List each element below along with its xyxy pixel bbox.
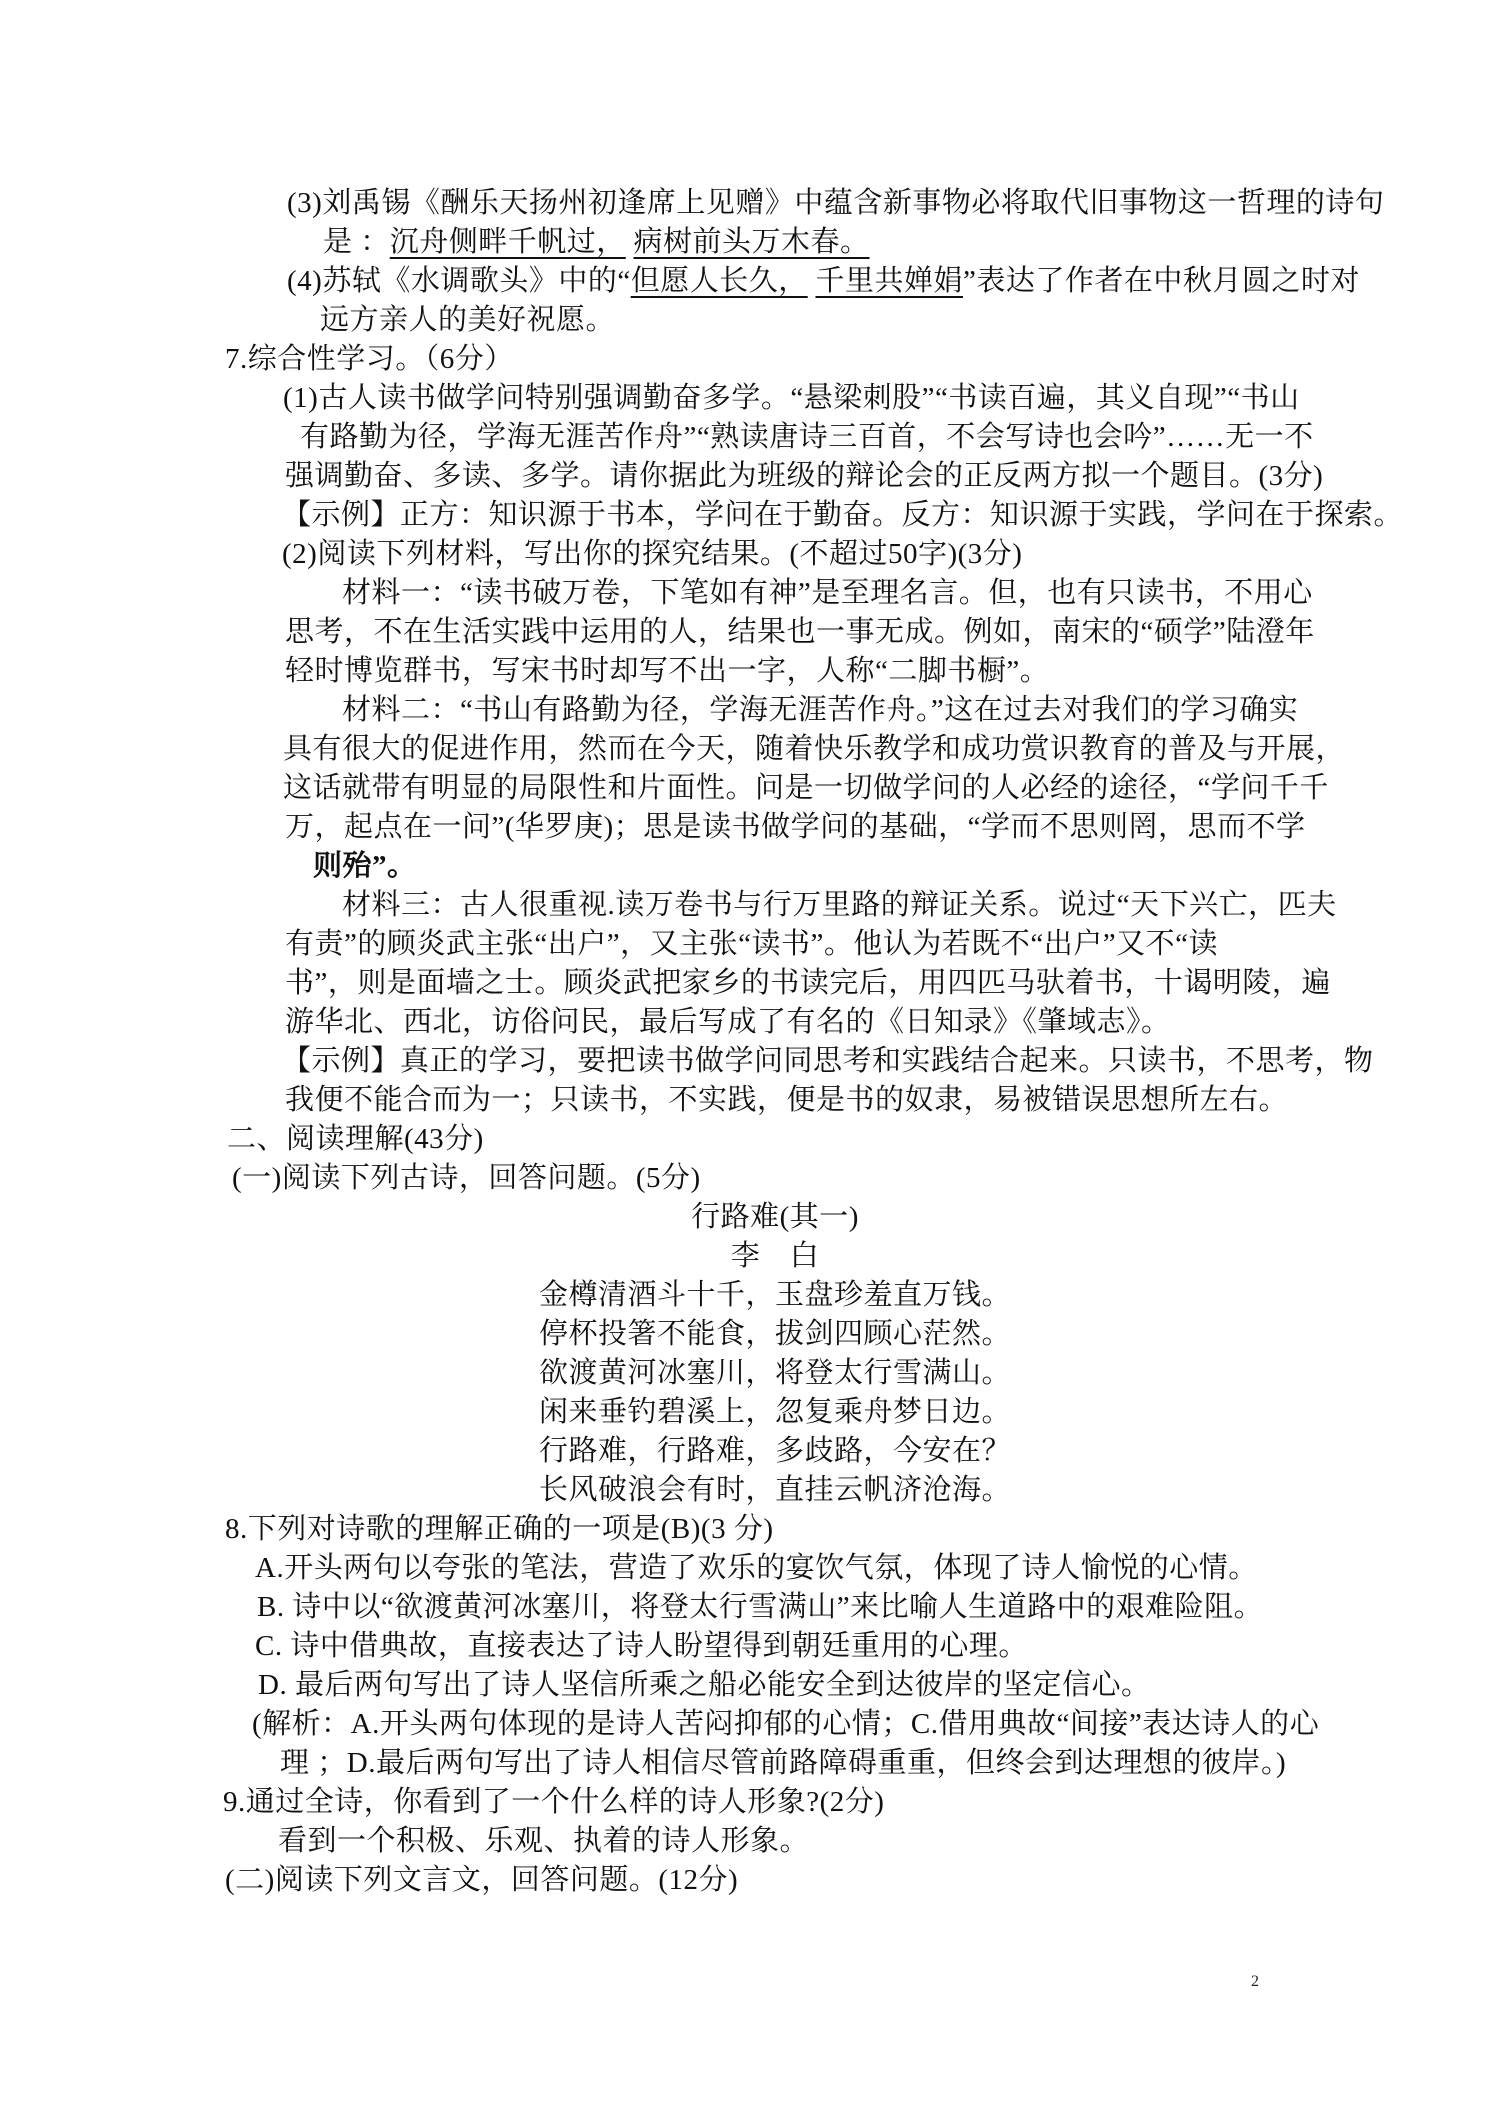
text-segment: 则殆”。 — [313, 850, 417, 882]
text-line — [225, 1393, 1325, 1432]
text-segment: (2)阅读下列材料，写出你的探究结果。(不超过50字)(3分) — [282, 538, 1023, 570]
underlined-answer-text: 但愿人长久， — [630, 265, 808, 297]
text-line — [282, 496, 1403, 535]
text-segment: 9.通过全诗，你看到了一个什么样的诗人形象?(2分) — [223, 1786, 885, 1818]
text-line — [283, 379, 1300, 418]
text-segment: 思考，不在生活实践中运用的人，结果也一事无成。例如，南宋的“硕学”陆澄年 — [285, 616, 1315, 648]
text-line — [285, 925, 1218, 964]
text-segment: 有路勤为径，学海无涯苦作舟”“熟读唐诗三百首，不会写诗也会吟”……无一不 — [300, 421, 1314, 453]
underlined-answer-text: 千里共婵娟 — [815, 265, 963, 297]
text-line — [257, 1588, 1263, 1627]
text-line — [225, 1432, 1325, 1471]
text-segment: 我便不能合而为一；只读书，不实践，便是书的奴隶，易被错误思想所左右。 — [285, 1084, 1289, 1116]
text-segment: 万，起点在一问”(华罗庚)；思是读书做学问的基础，“学而不思则罔，思而不学 — [285, 811, 1306, 843]
text-segment: 金樽清酒斗十千，玉盘珍羞直万钱。 — [538, 1279, 1011, 1311]
text-line — [342, 691, 1298, 730]
text-line — [225, 1198, 1325, 1237]
text-line — [278, 1822, 809, 1861]
text-segment: 行路难(其一) — [691, 1201, 859, 1233]
text-segment: D. 最后两句写出了诗人坚信所乘之船必能安全到达彼岸的坚定信心。 — [258, 1669, 1151, 1701]
text-line — [283, 730, 1345, 769]
text-segment: 具有很大的促进作用，然而在今天，随着快乐教学和成功赏识教育的普及与开展， — [283, 733, 1346, 765]
text-line — [225, 1237, 1325, 1276]
text-segment: 停杯投箸不能食，拔剑四顾心茫然。 — [538, 1318, 1011, 1350]
text-line — [232, 1159, 701, 1198]
text-segment: 8.下列对诗歌的理解正确的一项是(B)(3 分) — [225, 1513, 774, 1545]
text-segment: (4)苏轼《水调歌头》中的“ — [287, 265, 631, 297]
text-segment: (3)刘禹锡《酬乐天扬州初逢席上见赠》中蕴含新事物必将取代旧事物这一哲理的诗句 — [287, 187, 1385, 219]
text-segment: 这话就带有明显的局限性和片面性。问是一切做学问的人必经的途径，“学问千千 — [283, 772, 1329, 804]
text-segment: B. 诗中以“欲渡黄河冰塞川，将登太行雪满山”来比喻人生道路中的艰难险阻。 — [257, 1591, 1264, 1623]
text-segment: A.开头两句以夸张的笔法，营造了欢乐的宴饮气氛，体现了诗人愉悦的心情。 — [255, 1552, 1258, 1584]
text-line — [225, 1510, 773, 1549]
text-segment: 强调勤奋、多读、多学。请你据此为班级的辩论会的正反两方拟一个题目。(3分) — [285, 460, 1324, 492]
text-line — [225, 1315, 1325, 1354]
text-line — [255, 1627, 1028, 1666]
text-line — [285, 652, 1049, 691]
text-line — [282, 1042, 1374, 1081]
text-segment: (解析：A.开头两句体现的是诗人苦闷抑郁的心情；C.借用典故“间接”表达诗人的心 — [252, 1708, 1320, 1740]
text-line — [255, 1549, 1258, 1588]
text-segment: (1)古人读书做学问特别强调勤奋多学。“悬梁刺股”“书读百遍，其义自现”“书山 — [283, 382, 1300, 414]
text-line — [285, 1003, 1171, 1042]
text-segment: 轻时博览群书，写宋书时却写不出一字，人称“二脚书橱”。 — [285, 655, 1050, 687]
text-line — [342, 574, 1313, 613]
text-line — [258, 1666, 1150, 1705]
text-segment: 欲渡黄河冰塞川，将登太行雪满山。 — [538, 1357, 1011, 1389]
text-line — [285, 457, 1323, 496]
text-segment: 书”，则是面墙之士。顾炎武把家乡的书读完后，用四匹马驮着书，十谒明陵，遍 — [285, 967, 1331, 999]
text-segment: 材料二：“书山有路勤为径，学海无涯苦作舟。”这在过去对我们的学习确实 — [342, 694, 1299, 726]
text-line — [285, 808, 1306, 847]
text-line — [287, 262, 1360, 301]
text-line — [313, 847, 417, 886]
text-segment: 【示例】正方：知识源于书本，学问在于勤奋。反方：知识源于实践，学问在于探索。 — [282, 499, 1404, 531]
text-line — [227, 1120, 484, 1159]
text-line — [282, 535, 1022, 574]
text-line — [225, 1861, 738, 1900]
text-segment: C. 诗中借典故，直接表达了诗人盼望得到朝廷重用的心理。 — [255, 1630, 1028, 1662]
text-segment: 有责”的顾炎武主张“出户”，又主张“读书”。他认为若既不“出户”又不“读 — [285, 928, 1218, 960]
text-line — [225, 1471, 1325, 1510]
text-line — [225, 1354, 1325, 1393]
text-segment: 游华北、西北，访俗问民，最后写成了有名的《日知录》《肇域志》。 — [285, 1006, 1171, 1038]
text-line — [223, 1783, 884, 1822]
text-line — [320, 301, 615, 340]
text-segment: 【示例】真正的学习，要把读书做学问同思考和实践结合起来。只读书，不思考，物 — [282, 1045, 1374, 1077]
text-line — [285, 964, 1331, 1003]
text-segment: (二)阅读下列文言文，回答问题。(12分) — [225, 1864, 739, 1896]
text-segment: 是 ： — [323, 226, 390, 258]
text-line — [300, 418, 1314, 457]
text-line — [287, 184, 1384, 223]
text-line — [285, 613, 1315, 652]
text-line — [323, 223, 870, 262]
text-line — [283, 769, 1329, 808]
underlined-answer-text: 沉舟侧畔千帆过， — [389, 226, 626, 258]
text-segment: 闲来垂钓碧溪上，忽复乘舟梦日边。 — [538, 1396, 1011, 1428]
text-segment: 李 白 — [730, 1240, 820, 1272]
text-segment: 7.综合性学习。（6分） — [225, 343, 514, 375]
text-segment: 材料三：古人很重视.读万卷书与行万里路的辩证关系。说过“天下兴亡，匹夫 — [342, 889, 1337, 921]
text-segment: 远方亲人的美好祝愿。 — [320, 304, 616, 336]
text-line — [225, 1276, 1325, 1315]
text-line — [252, 1705, 1319, 1744]
text-segment: 材料一：“读书破万卷，下笔如有神”是至理名言。但，也有只读书，不用心 — [342, 577, 1313, 609]
text-line — [285, 1081, 1288, 1120]
text-segment: 理 ；D.最后两句写出了诗人相信尽管前路障碍重重，但终会到达理想的彼岸。) — [280, 1747, 1287, 1779]
text-line — [280, 1744, 1286, 1783]
text-line — [225, 340, 514, 379]
text-segment: 行路难，行路难，多歧路，今安在？ — [538, 1435, 1011, 1467]
text-segment: 二、阅读理解(43分) — [227, 1123, 484, 1155]
text-line — [342, 886, 1337, 925]
text-segment: 看到一个积极、乐观、执着的诗人形象。 — [278, 1825, 810, 1857]
text-segment: ”表达了作者在中秋月圆之时对 — [962, 265, 1360, 297]
text-segment: 长风破浪会有时，直挂云帆济沧海。 — [538, 1474, 1011, 1506]
page-number: 2 — [1251, 1973, 1259, 1990]
underlined-answer-text: 病树前头万木春。 — [633, 226, 870, 258]
text-segment: (一)阅读下列古诗，回答问题。(5分) — [232, 1162, 701, 1194]
text-segment — [626, 226, 634, 258]
